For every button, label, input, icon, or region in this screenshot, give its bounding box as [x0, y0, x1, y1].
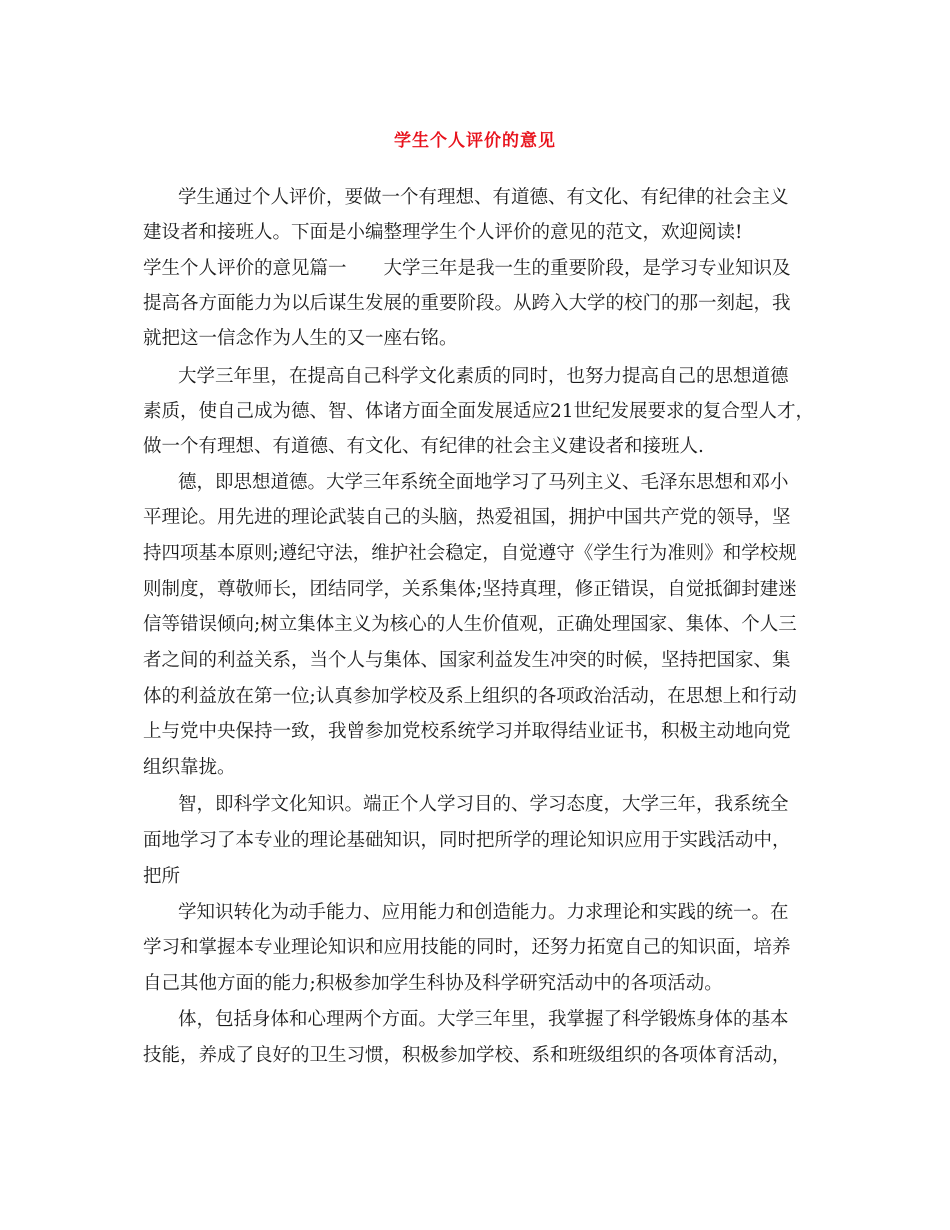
text-line: 素质，使自己成为德、智、体诸方面全面发展适应21世纪发展要求的复合型人才，	[143, 401, 815, 422]
text-line: 技能，养成了良好的卫生习惯，积极参加学校、系和班级组织的各项体育活动，	[143, 1045, 791, 1066]
text-line: 面地学习了本专业的理论基础知识，同时把所学的理论知识应用于实践活动中，	[143, 830, 791, 851]
text-line: 则制度，尊敬师长，团结同学，关系集体;坚持真理，修正错误，自觉抵御封建迷	[143, 579, 797, 600]
text-line: 做一个有理想、有道德、有文化、有纪律的社会主义建设者和接班人.	[143, 436, 704, 457]
text-line: 者之间的利益关系，当个人与集体、国家利益发生冲突的时候，坚持把国家、集	[143, 650, 791, 671]
text-line: 智，即科学文化知识。端正个人学习目的、学习态度，大学三年，我系统全	[178, 794, 789, 815]
text-line: 自己其他方面的能力;积极参加学生科协及科学研究活动中的各项活动。	[143, 973, 723, 994]
text-line: 平理论。用先进的理论武装自己的头脑，热爱祖国，拥护中国共产党的领导，坚	[143, 507, 791, 528]
text-line: 提高各方面能力为以后谋生发展的重要阶段。从跨入大学的校门的那一刻起，我	[143, 293, 791, 314]
text-line: 学知识转化为动手能力、应用能力和创造能力。力求理论和实践的统一。在	[178, 902, 789, 923]
text-line: 体的利益放在第一位;认真参加学校及系上组织的各项政治活动，在思想上和行动	[143, 686, 797, 707]
text-line: 组织靠拢。	[143, 757, 236, 778]
text-line: 大学三年里，在提高自己科学文化素质的同时，也努力提高自己的思想道德	[178, 366, 789, 387]
text-line: 信等错误倾向;树立集体主义为核心的人生价值观，正确处理国家、集体、个人三	[143, 614, 797, 635]
text-line: 德，即思想道德。大学三年系统全面地学习了马列主义、毛泽东思想和邓小	[178, 472, 789, 493]
text-line: 就把这一信念作为人生的又一座右铭。	[143, 328, 458, 349]
text-line: 建设者和接班人。下面是小编整理学生个人评价的意见的范文，欢迎阅读!	[143, 222, 743, 243]
document-title: 学生个人评价的意见	[394, 131, 556, 151]
text-line: 学生通过个人评价，要做一个有理想、有道德、有文化、有纪律的社会主义	[178, 187, 789, 208]
text-line: 体，包括身体和心理两个方面。大学三年里，我掌握了科学锻炼身体的基本	[178, 1009, 789, 1030]
text-line: 持四项基本原则;遵纪守法，维护社会稳定，自觉遵守《学生行为准则》和学校规	[143, 543, 797, 564]
text-line: 上与党中央保持一致，我曾参加党校系统学习并取得结业证书，积极主动地向党	[143, 721, 791, 742]
text-line: 学习和掌握本专业理论知识和应用技能的同时，还努力拓宽自己的知识面，培养	[143, 937, 791, 958]
text-line: 把所	[143, 866, 181, 887]
text-line: 学生个人评价的意见篇一 大学三年是我一生的重要阶段，是学习专业知识及	[143, 258, 791, 279]
